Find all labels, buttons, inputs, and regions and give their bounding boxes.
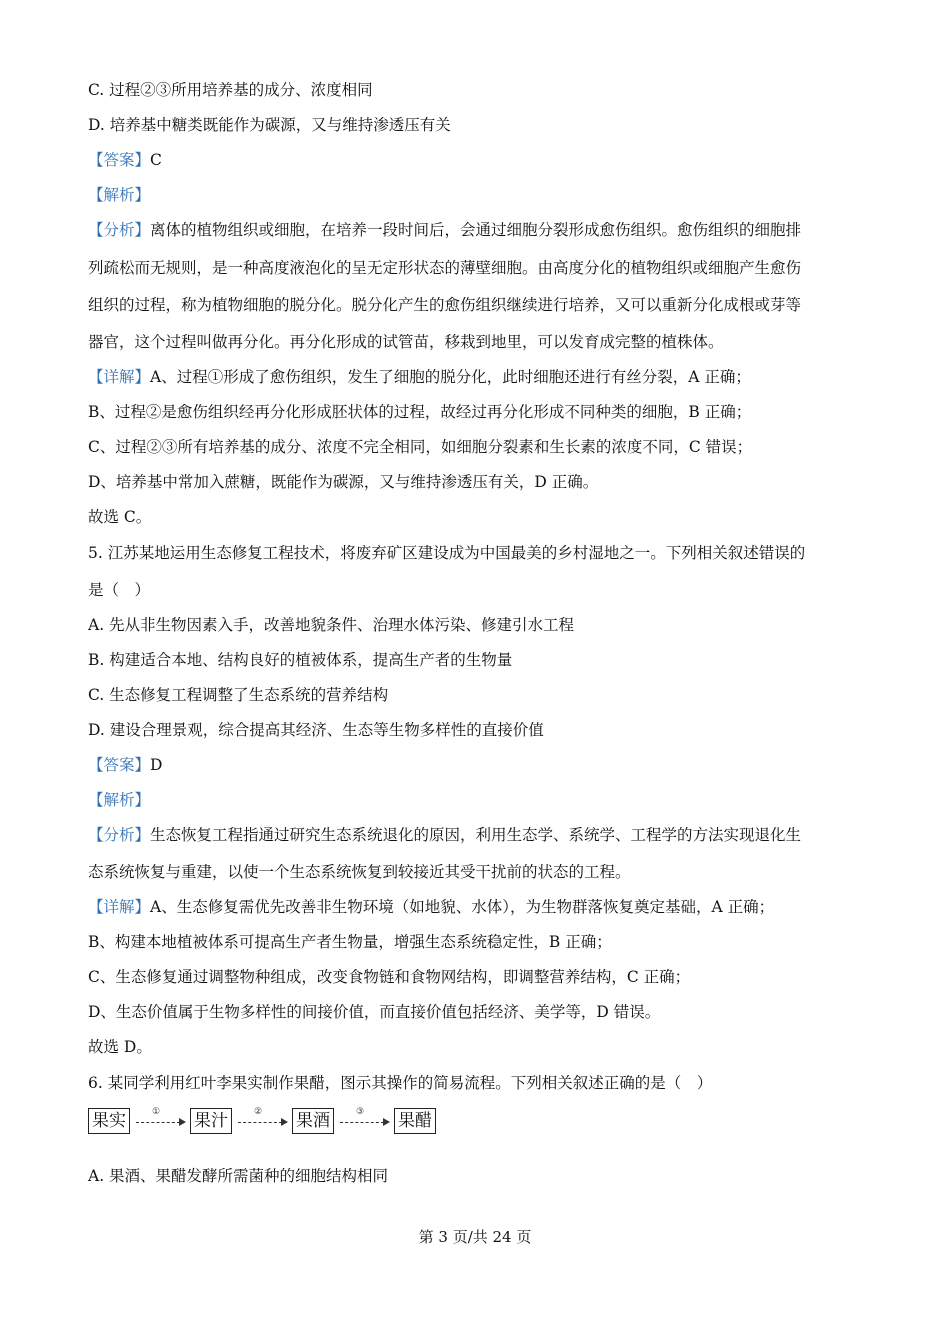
- line-text: C、过程②③所有培养基的成分、浓度不完全相同，如细胞分裂素和生长素的浓度不同，C 错误；: [88, 438, 753, 456]
- flow-step-juice: 果汁: [190, 1108, 232, 1134]
- line-text: 是（ ）: [88, 581, 151, 599]
- section-line: [88, 790, 150, 810]
- line-text: 故选 C。: [88, 508, 152, 526]
- line-text: 列疏松而无规则，是一种高度液泡化的呈无定形状态的薄壁细胞。由高度分化的植物组织或细胞产生愈伤: [88, 259, 802, 277]
- section-tag: 【分析】: [88, 826, 151, 844]
- text-line: [88, 543, 805, 563]
- text-line: [88, 332, 724, 352]
- section-line: [88, 367, 751, 387]
- section-line: [88, 220, 801, 240]
- text-line: [88, 580, 150, 600]
- flow-arrow-label: ③: [356, 1107, 365, 1117]
- line-text: 器官，这个过程叫做再分化。再分化形成的试管苗，移栽到地里，可以发育成完整的植株体。: [88, 333, 724, 351]
- line-text: A、生态修复需优先改善非生物环境（如地貌、水体），为生物群落恢复奠定基础，A 正确；: [150, 898, 775, 916]
- text-line: [88, 967, 690, 987]
- line-text: 5. 江苏某地运用生态修复工程技术，将废弃矿区建设成为中国最美的乡村湿地之一。下列相关叙述错误的: [88, 544, 806, 562]
- flow-arrow-label: ②: [254, 1107, 263, 1117]
- flow-step-vinegar: 果醋: [394, 1108, 436, 1134]
- text-line: [88, 437, 752, 457]
- text-line: [88, 80, 373, 100]
- flow-arrow-2: [236, 1109, 288, 1133]
- flow-arrow-label: ①: [152, 1107, 161, 1117]
- flow-arrow-1: [134, 1109, 186, 1133]
- section-tag: 【答案】: [88, 756, 151, 774]
- text-line: [88, 507, 151, 527]
- line-text: 态系统恢复与重建，以使一个生态系统恢复到较接近其受干扰前的状态的工程。: [88, 863, 631, 881]
- section-tag: 【详解】: [88, 368, 151, 386]
- line-text: A、过程①形成了愈伤组织，发生了细胞的脱分化，此时细胞还进行有丝分裂，A 正确；: [150, 368, 751, 386]
- line-text: A. 先从非生物因素入手，改善地貌条件、治理水体污染、修建引水工程: [88, 616, 575, 634]
- text-line: [88, 650, 512, 670]
- section-line: [88, 150, 162, 170]
- text-line: [88, 115, 451, 135]
- text-line: [88, 615, 574, 635]
- line-text: C: [150, 151, 162, 169]
- line-text: C. 过程②③所用培养基的成分、浓度相同: [88, 81, 373, 99]
- line-text: 离体的植物组织或细胞，在培养一段时间后，会通过细胞分裂形成愈伤组织。愈伤组织的细胞排: [150, 221, 802, 239]
- text-line: [88, 685, 388, 705]
- line-text: D. 建设合理景观，综合提高其经济、生态等生物多样性的直接价值: [88, 721, 544, 739]
- arrow-head-icon: [383, 1118, 390, 1126]
- section-line: [88, 897, 774, 917]
- arrow-shaft: [238, 1122, 282, 1123]
- line-text: C、生态修复通过调整物种组成，改变食物链和食物网结构，即调整营养结构，C 正确；: [88, 968, 691, 986]
- line-text: D: [150, 756, 163, 774]
- text-line: [88, 720, 544, 740]
- text-line: [88, 932, 612, 952]
- text-line: [88, 472, 598, 492]
- line-text: D、培养基中常加入蔗糖，既能作为碳源，又与维持渗透压有关，D 正确。: [88, 473, 599, 491]
- line-text: 故选 D。: [88, 1038, 152, 1056]
- section-tag: 【解析】: [88, 186, 151, 204]
- text-line: [88, 1073, 712, 1093]
- text-line: [88, 258, 801, 278]
- line-text: D. 培养基中糖类既能作为碳源，又与维持渗透压有关: [88, 116, 451, 134]
- line-text: D、生态价值属于生物多样性的间接价值，而直接价值包括经济、美学等，D 错误。: [88, 1003, 661, 1021]
- text-line: [88, 295, 801, 315]
- line-text: B、构建本地植被体系可提高生产者生物量，增强生态系统稳定性，B 正确；: [88, 933, 612, 951]
- line-text: 6. 某同学利用红叶李果实制作果醋，图示其操作的简易流程。下列相关叙述正确的是（ ）: [88, 1074, 713, 1092]
- flow-step-wine: 果酒: [292, 1108, 334, 1134]
- section-tag: 【答案】: [88, 151, 151, 169]
- text-line: [88, 1002, 660, 1022]
- process-flowchart: [88, 1107, 436, 1135]
- arrow-head-icon: [281, 1118, 288, 1126]
- section-tag: 【解析】: [88, 791, 151, 809]
- section-line: [88, 185, 150, 205]
- text-line: [88, 402, 751, 422]
- flow-step-fruit: 果实: [88, 1108, 130, 1134]
- section-line: [88, 755, 162, 775]
- line-text: B. 构建适合本地、结构良好的植被体系，提高生产者的生物量: [88, 651, 513, 669]
- page-footer: 第 3 页/共 24 页: [418, 1228, 532, 1246]
- section-line: [88, 825, 801, 845]
- line-text: C. 生态修复工程调整了生态系统的营养结构: [88, 686, 389, 704]
- flow-arrow-3: [338, 1109, 390, 1133]
- text-line: [88, 1037, 152, 1057]
- line-text: 组织的过程，称为植物细胞的脱分化。脱分化产生的愈伤组织继续进行培养，又可以重新分化成根或芽等: [88, 296, 802, 314]
- section-tag: 【详解】: [88, 898, 151, 916]
- option-a-q6: A. 果酒、果醋发酵所需菌种的细胞结构相同: [88, 1167, 389, 1185]
- line-text: 生态恢复工程指通过研究生态系统退化的原因，利用生态学、系统学、工程学的方法实现退化生: [150, 826, 802, 844]
- text-line: [88, 862, 631, 882]
- arrow-shaft: [340, 1122, 384, 1123]
- arrow-head-icon: [179, 1118, 186, 1126]
- line-text: B、过程②是愈伤组织经再分化形成胚状体的过程，故经过再分化形成不同种类的细胞，B 正确；: [88, 403, 752, 421]
- arrow-shaft: [136, 1122, 180, 1123]
- section-tag: 【分析】: [88, 221, 151, 239]
